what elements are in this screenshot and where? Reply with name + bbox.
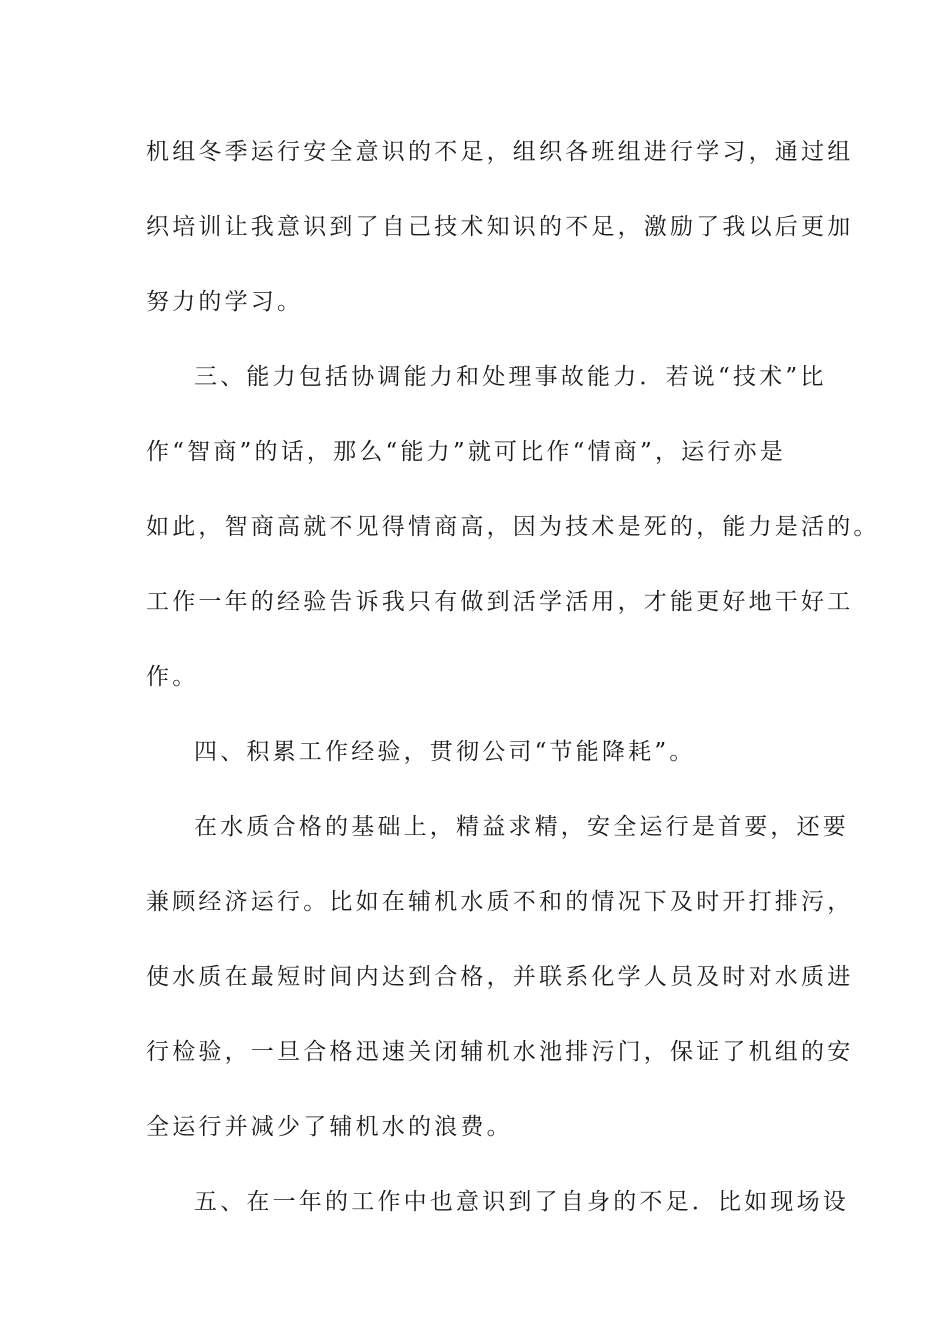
text-line: 努力的学习。 (146, 289, 304, 315)
text-line: 工作一年的经验告诉我只有做到活学活用，才能更好地干好工 (146, 589, 854, 615)
text-line: 作。 (146, 664, 199, 690)
text-line: 全运行并减少了辅机水的浪费。 (146, 1114, 513, 1140)
text-line: 兼顾经济运行。比如在辅机水质不和的情况下及时开打排污， (146, 889, 854, 915)
paragraph-start-line: 五、在一年的工作中也意识到了自身的不足．比如现场设 (194, 1189, 849, 1215)
text-line: 作“智商”的话，那么“能力”就可比作“情商”，运行亦是 (146, 439, 786, 465)
text-line: 机组冬季运行安全意识的不足，组织各班组进行学习，通过组 (146, 139, 854, 165)
text-line: 使水质在最短时间内达到合格，并联系化学人员及时对水质进 (146, 964, 854, 990)
section-heading-line: 四、积累工作经验，贯彻公司“节能降耗”。 (194, 739, 696, 765)
text-line: 行检验，一旦合格迅速关闭辅机水池排污门，保证了机组的安 (146, 1039, 854, 1065)
text-line: 如此，智商高就不见得情商高，因为技术是死的，能力是活的。 (146, 514, 880, 540)
paragraph-start-line: 三、能力包括协调能力和处理事故能力．若说“技术”比 (194, 364, 827, 390)
paragraph-start-line: 在水质合格的基础上，精益求精，安全运行是首要，还要 (194, 814, 849, 840)
text-line: 织培训让我意识到了自己技术知识的不足，激励了我以后更加 (146, 214, 854, 240)
